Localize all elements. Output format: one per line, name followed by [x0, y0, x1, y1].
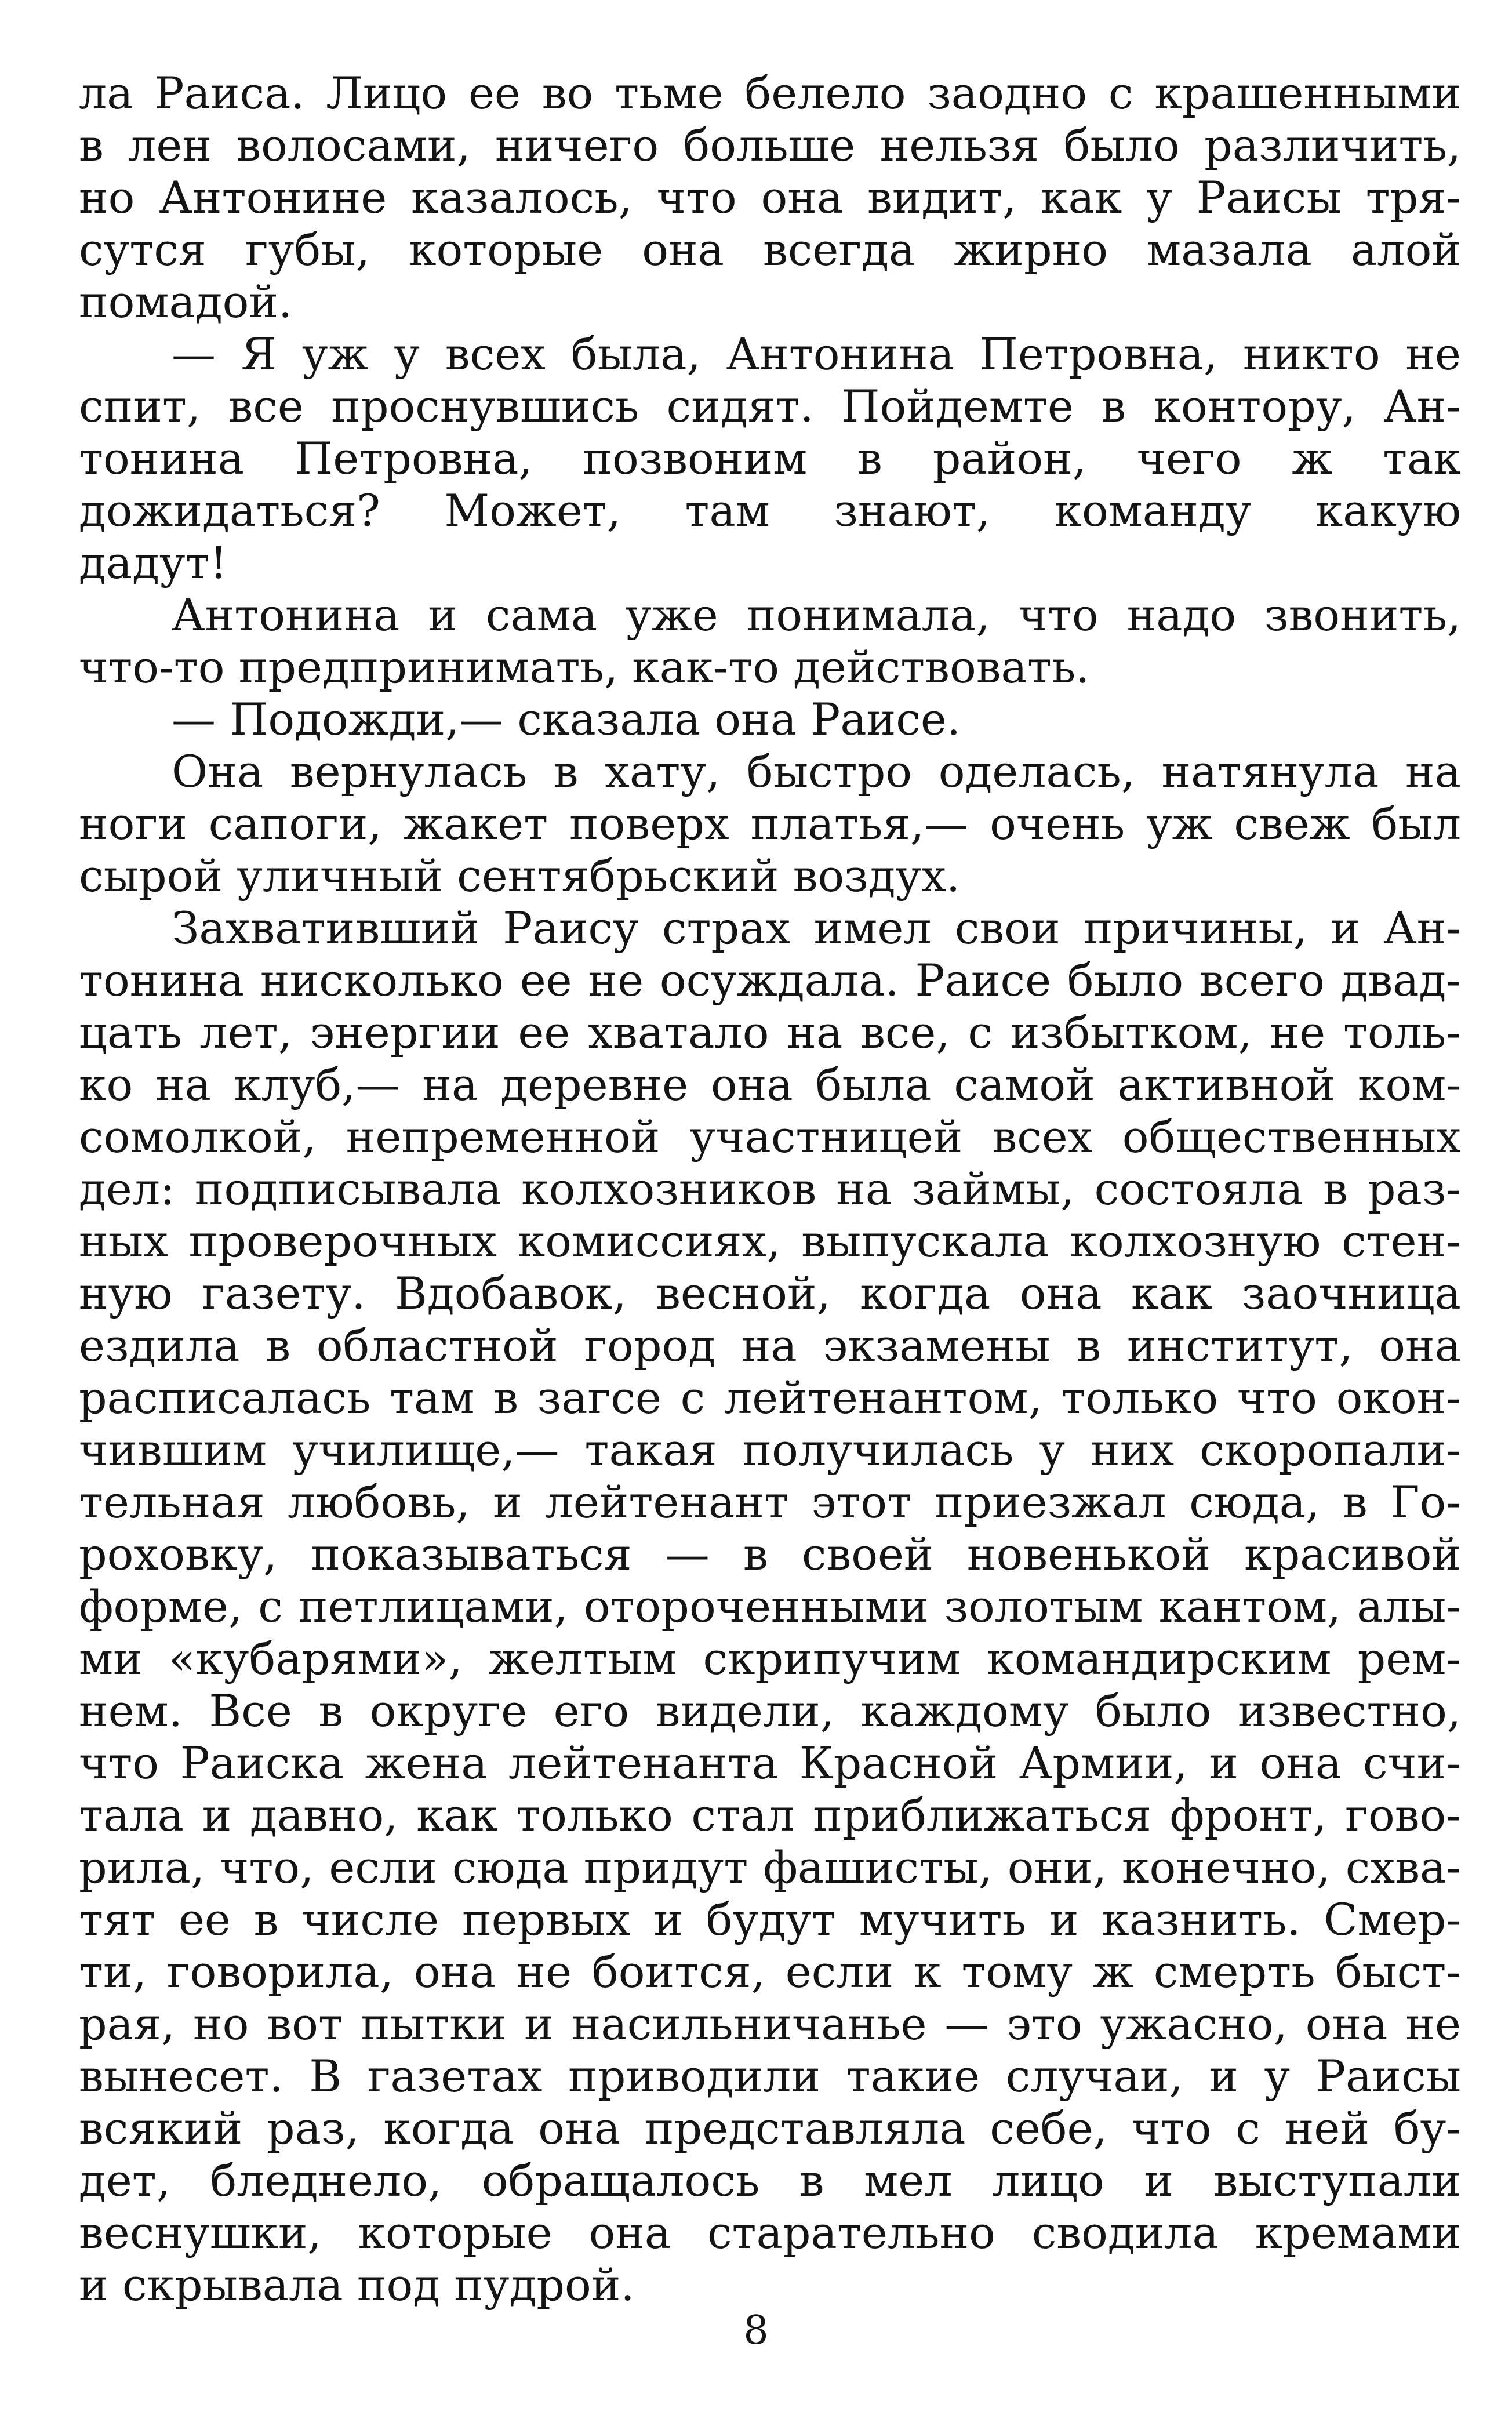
text-line: расписалась там в загсе с лейтенантом, только что окон-	[79, 1372, 1461, 1423]
text-line: цать лет, энергии ее хватало на все, с избытком, не толь-	[79, 1007, 1461, 1058]
text-line: ко на клуб,— на деревне она была самой активной ком-	[79, 1059, 1461, 1110]
text-line: Антонина и сама уже понимала, что надо звонить,	[172, 589, 1461, 641]
text-line: дет, бледнело, обращалось в мел лицо и выступали	[79, 2155, 1461, 2206]
text-line: рая, но вот пытки и насильничанье — это ужасно, она не	[79, 1998, 1461, 2050]
text-line: но Антонине казалось, что она видит, как у Раисы тря-	[79, 172, 1461, 223]
text-line: тонина Петровна, позвоним в район, чего ж так	[79, 433, 1461, 484]
text-line: — Я уж у всех была, Антонина Петровна, никто не	[172, 328, 1461, 380]
text-line: ную газету. Вдобавок, весной, когда она как заочница	[79, 1268, 1461, 1319]
text-line: дожидаться? Может, там знают, команду какую	[79, 485, 1461, 536]
text-line: сомолкой, непременной участницей всех общественных	[79, 1111, 1461, 1163]
text-line: рила, что, если сюда придут фашисты, они, конечно, схва-	[79, 1842, 1461, 1893]
text-line: и скрывала под пудрой.	[79, 2259, 635, 2311]
text-line: в лен волосами, ничего больше нельзя было различить,	[79, 119, 1461, 171]
text-line: сутся губы, которые она всегда жирно мазала алой	[79, 224, 1461, 275]
text-line: тала и давно, как только стал приближаться фронт, гово-	[79, 1789, 1461, 1841]
page-number: 8	[743, 2308, 769, 2354]
text-line: тельная любовь, и лейтенант этот приезжал сюда, в Го-	[79, 1476, 1461, 1528]
text-line: дадут!	[79, 537, 228, 589]
text-line: веснушки, которые она старательно сводила кремами	[79, 2207, 1461, 2258]
text-line: ных проверочных комиссиях, выпускала колхозную стен-	[79, 1215, 1461, 1267]
text-line: помадой.	[79, 276, 293, 328]
text-line: вынесет. В газетах приводили такие случаи, и у Раисы	[79, 2050, 1461, 2102]
text-line: чившим училище,— такая получилась у них скоропали-	[79, 1424, 1461, 1476]
text-line: Захвативший Раису страх имел свои причины, и Ан-	[172, 902, 1461, 954]
text-line: ми «кубарями», желтым скрипучим командирским рем-	[79, 1633, 1461, 1684]
text-line: тонина нисколько ее не осуждала. Раисе было всего двад-	[79, 954, 1461, 1006]
text-line: сырой уличный сентябрьский воздух.	[79, 850, 961, 902]
text-line: нем. Все в округе его видели, каждому было известно,	[79, 1685, 1461, 1737]
text-line: спит, все проснувшись сидят. Пойдемте в контору, Ан-	[79, 380, 1461, 432]
text-line: форме, с петлицами, отороченными золотым кантом, алы-	[79, 1581, 1461, 1632]
text-line: всякий раз, когда она представляла себе, что с ней бу-	[79, 2102, 1461, 2154]
text-line: ноги сапоги, жакет поверх платья,— очень уж свеж был	[79, 798, 1461, 849]
body-text	[79, 67, 1461, 2311]
text-line: тят ее в числе первых и будут мучить и казнить. Смер-	[79, 1894, 1461, 1945]
text-line: ла Раиса. Лицо ее во тьме белело заодно с крашенными	[79, 67, 1461, 119]
text-line: дел: подписывала колхозников на займы, состояла в раз-	[79, 1163, 1461, 1215]
text-line: что-то предпринимать, как-то действовать.	[79, 641, 1090, 693]
text-line: Она вернулась в хату, быстро оделась, натянула на	[172, 746, 1461, 797]
text-line: что Раиска жена лейтенанта Красной Армии, и она счи-	[79, 1737, 1461, 1789]
text-line: ездила в областной город на экзамены в институт, она	[79, 1320, 1461, 1371]
text-line: — Подожди,— сказала она Раисе.	[172, 693, 961, 745]
text-line: роховку, показываться — в своей новенькой красивой	[79, 1528, 1461, 1580]
text-line: ти, говорила, она не боится, если к тому ж смерть быст-	[79, 1946, 1461, 1998]
